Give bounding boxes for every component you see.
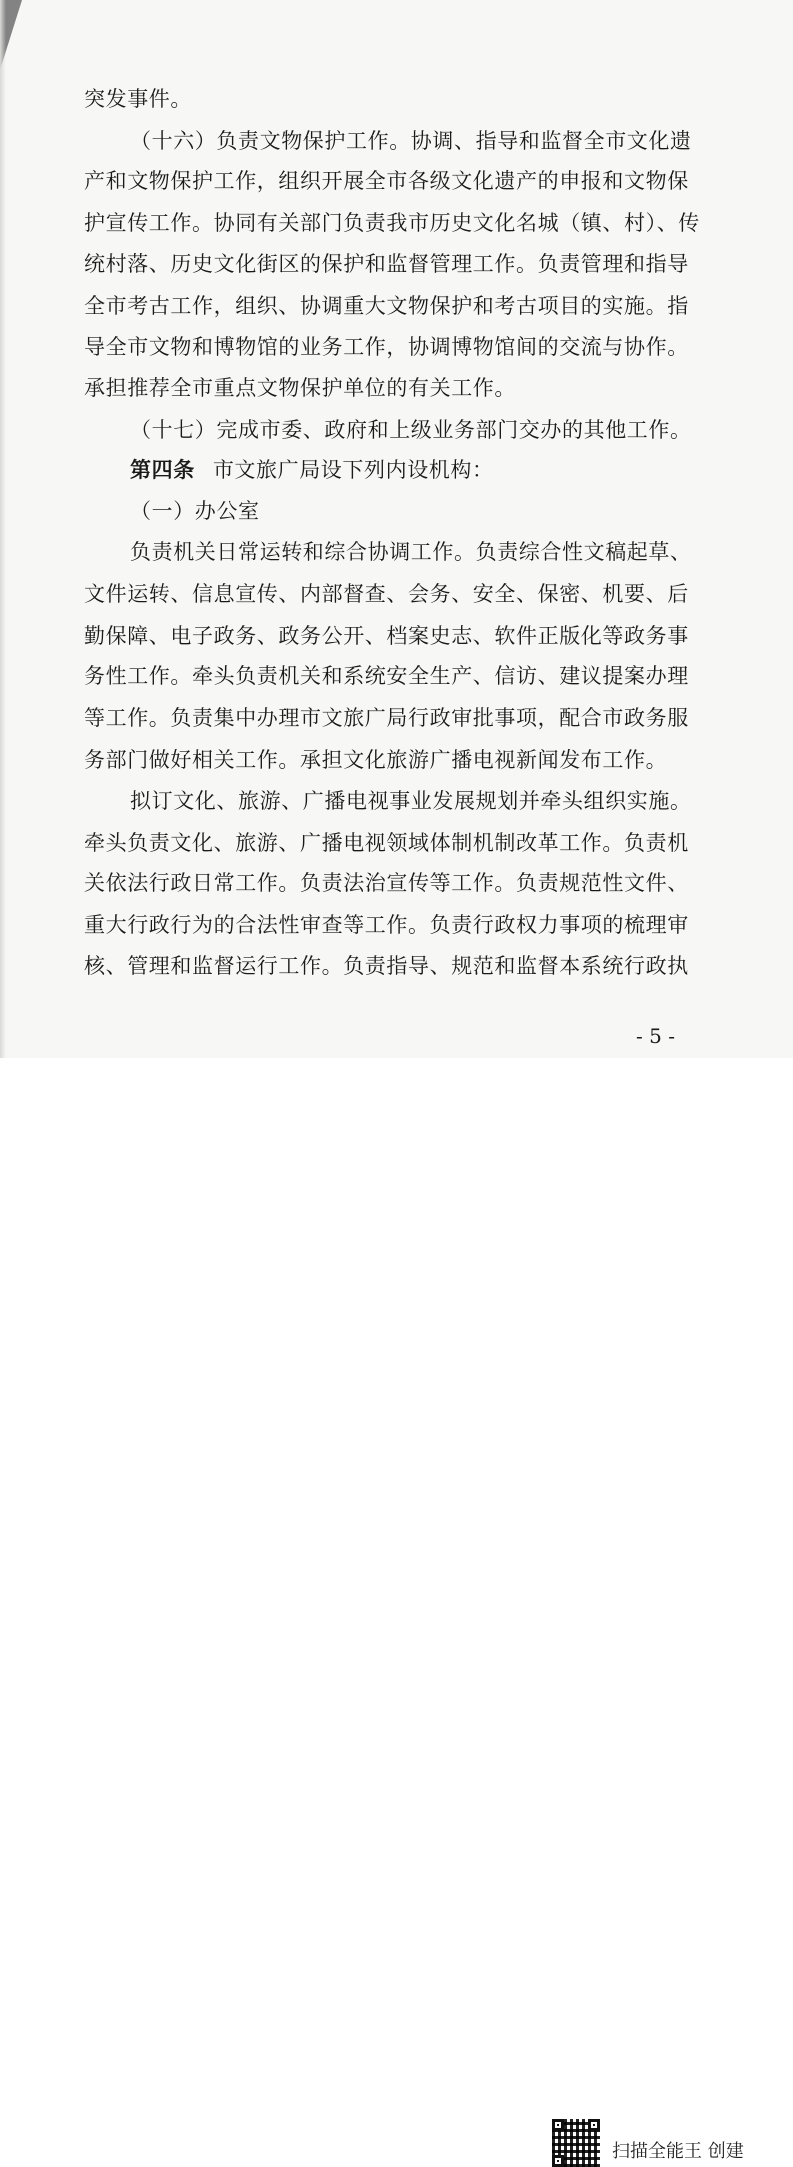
text-line bbox=[130, 415, 692, 445]
text-line bbox=[84, 84, 192, 114]
text-line bbox=[84, 208, 700, 238]
scanner-footer bbox=[0, 1058, 793, 2162]
text-line bbox=[130, 455, 494, 485]
text-line-content: 文件运转、信息宣传、内部督查、会务、安全、保密、机要、后 bbox=[84, 582, 689, 606]
text-line-content: （十六）负责文物保护工作。协调、指导和监督全市文化遗 bbox=[130, 129, 692, 153]
text-line-content: 导全市文物和博物馆的业务工作，协调博物馆间的交流与协作。 bbox=[84, 335, 689, 359]
text-line-content: 等工作。负责集中办理市文旅广局行政审批事项，配合市政务服 bbox=[84, 706, 689, 730]
text-line bbox=[84, 868, 689, 898]
text-line bbox=[130, 786, 692, 816]
text-line bbox=[84, 703, 689, 733]
text-line-content: 统村落、历史文化街区的保护和监督管理工作。负责管理和指导 bbox=[84, 252, 689, 276]
text-line-content: 市文旅广局设下列内设机构： bbox=[212, 458, 494, 482]
text-line bbox=[84, 910, 689, 940]
page-edge-shading bbox=[0, 0, 6, 1058]
text-line bbox=[84, 661, 689, 691]
text-line-content: 突发事件。 bbox=[84, 87, 192, 111]
text-line-content: 拟订文化、旅游、广播电视事业发展规划并牵头组织实施。 bbox=[130, 789, 692, 813]
text-line-content: 牵头负责文化、旅游、广播电视领域体制机制改革工作。负责机 bbox=[84, 831, 689, 855]
text-line bbox=[84, 621, 689, 651]
text-line-content: 务性工作。牵头负责机关和系统安全生产、信访、建议提案办理 bbox=[84, 664, 689, 688]
text-line bbox=[84, 828, 689, 858]
qr-code-icon bbox=[552, 2119, 600, 2167]
page-number: - 5 - bbox=[636, 1024, 675, 1048]
text-line bbox=[84, 373, 516, 403]
text-line-content: 全市考古工作，组织、协调重大文物保护和考古项目的实施。指 bbox=[84, 294, 689, 318]
text-line bbox=[84, 166, 689, 196]
text-line-content: 护宣传工作。协同有关部门负责我市历史文化名城（镇、村）、传 bbox=[84, 211, 700, 235]
text-line-content: 负责机关日常运转和综合协调工作。负责综合性文稿起草、 bbox=[130, 540, 692, 564]
scanner-brand-text: 扫描全能王 创建 bbox=[612, 2141, 744, 2162]
text-line bbox=[84, 951, 689, 981]
text-line-content: （一）办公室 bbox=[130, 499, 260, 523]
text-line bbox=[130, 126, 692, 156]
text-line-content: 关依法行政日常工作。负责法治宣传等工作。负责规范性文件、 bbox=[84, 871, 689, 895]
text-line bbox=[130, 537, 692, 567]
text-line bbox=[130, 496, 260, 526]
text-line bbox=[84, 579, 689, 609]
text-line-content: 重大行政行为的合法性审查等工作。负责行政权力事项的梳理审 bbox=[84, 913, 689, 937]
text-line bbox=[84, 745, 667, 775]
text-line-content: 产和文物保护工作，组织开展全市各级文化遗产的申报和文物保 bbox=[84, 169, 689, 193]
text-line bbox=[84, 332, 689, 362]
text-line bbox=[84, 249, 689, 279]
text-line bbox=[84, 291, 689, 321]
text-line-content: 承担推荐全市重点文物保护单位的有关工作。 bbox=[84, 376, 516, 400]
qr-finder-top-left bbox=[552, 2119, 564, 2131]
text-line-content: （十七）完成市委、政府和上级业务部门交办的其他工作。 bbox=[130, 418, 692, 442]
qr-finder-bottom-left bbox=[552, 2155, 564, 2167]
qr-finder-top-right bbox=[588, 2119, 600, 2131]
document-page bbox=[0, 0, 793, 1058]
text-line-content: 核、管理和监督运行工作。负责指导、规范和监督本系统行政执 bbox=[84, 954, 689, 978]
text-line-content: 务部门做好相关工作。承担文化旅游广播电视新闻发布工作。 bbox=[84, 748, 668, 772]
article-heading: 第四条 bbox=[130, 457, 195, 482]
text-line-content: 勤保障、电子政务、政务公开、档案史志、软件正版化等政务事 bbox=[84, 624, 689, 648]
